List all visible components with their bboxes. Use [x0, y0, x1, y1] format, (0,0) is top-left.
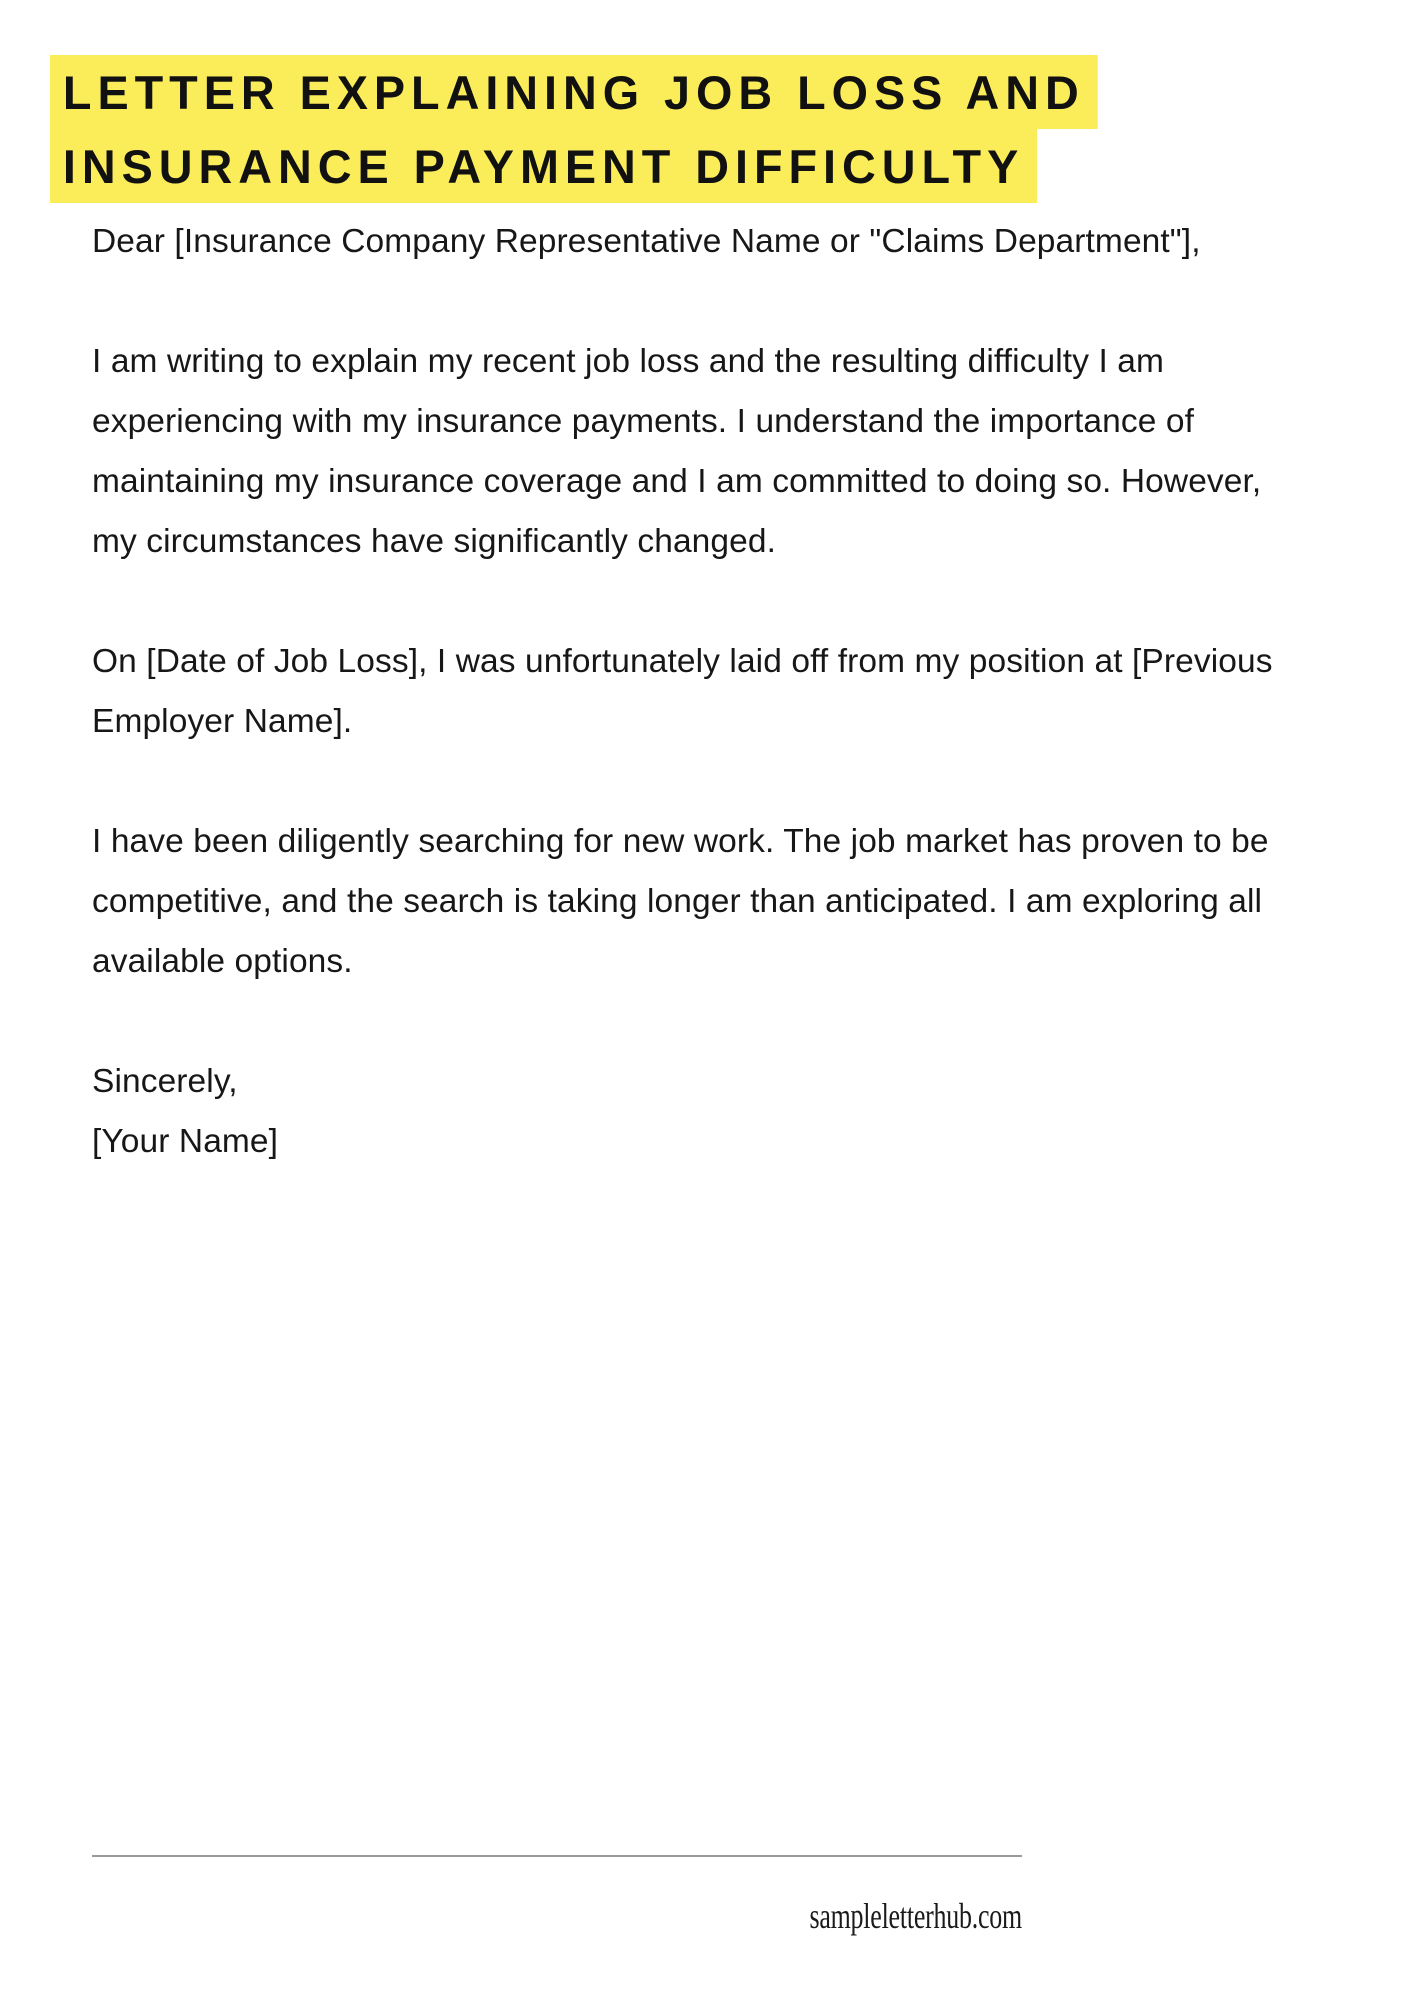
footer-divider — [92, 1855, 1022, 1857]
title-line-1: LETTER EXPLAINING JOB LOSS AND — [50, 55, 1098, 129]
title-line-1-row — [50, 55, 1090, 129]
letter-body — [92, 212, 1284, 1172]
letter-paragraph-3: I have been diligently searching for new work. The job market has proven to be competitive, and the search is taking longer than anticipated. I am exploring all available options. — [92, 823, 1279, 980]
letter-signature: [Your Name] — [92, 1123, 279, 1160]
page-title — [0, 55, 1090, 203]
letter-closing: Sincerely, — [92, 1063, 238, 1100]
title-line-2: INSURANCE PAYMENT DIFFICULTY — [50, 129, 1037, 203]
paragraph-spacer — [92, 272, 1284, 332]
letter-paragraph-2: On [Date of Job Loss], I was unfortunately laid off from my position at [Previous Employer Name]. — [92, 643, 1282, 740]
page-footer — [92, 1855, 1022, 1937]
paragraph-spacer — [92, 752, 1284, 812]
letter-paragraph-1: I am writing to explain my recent job loss and the resulting difficulty I am experiencing with my insurance payments. I understand the importance of maintaining my insurance coverage and I am committed to doing so. However, my circumstances have significantly changed. — [92, 343, 1271, 560]
title-line-2-row — [50, 129, 1090, 203]
footer-website-url: sampleletterhub.com — [809, 1896, 1022, 1936]
paragraph-spacer — [92, 992, 1284, 1052]
letter-salutation: Dear [Insurance Company Representative Name or "Claims Department"], — [92, 223, 1201, 260]
paragraph-spacer — [92, 572, 1284, 632]
